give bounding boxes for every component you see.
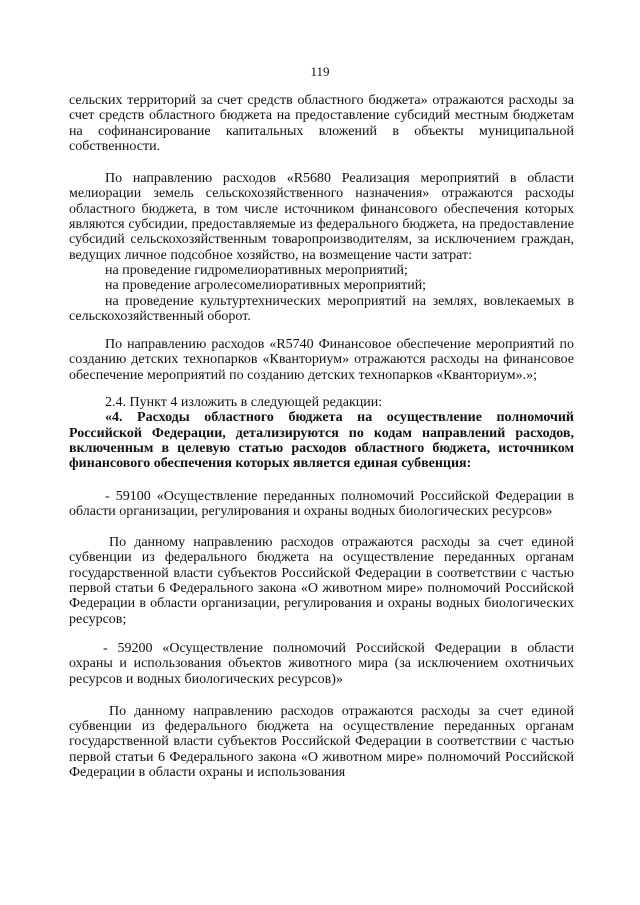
list-item-hydro: на проведение гидромелиоративных мероприятий; — [105, 262, 408, 278]
paragraph-r5680: По направлению расходов «R5680 Реализация мероприятий в области мелиорации земель сельскохозяйственного назначения» отражаются расходы областного бюджета, в том числе источником финансового обеспечения которых являются субсидии, предоставляемые из федерального бюджета, на предоставление субсидий сельскохозяйственным товаропроизводителям, за исключением граждан, ведущих личное подсобное хозяйство, на возмещение части затрат: — [69, 171, 574, 263]
page-number: 119 — [310, 64, 330, 79]
paragraph-item-2-4: 2.4. Пункт 4 изложить в следующей редакции: — [105, 395, 383, 411]
paragraph-59200-description: По данному направлению расходов отражаются расходы за счет единой субвенции из федерального бюджета на осуществление переданных органам государственной власти субъектов Российской Федерации в соответствии с частью первой статьи 6 Федерального закона «О животном мире» полномочий Российской Федерации в области охраны и использования — [69, 703, 574, 780]
paragraph-rural-territories: сельских территорий за счет средств областного бюджета» отражаются расходы за счет средств областного бюджета на предоставление субсидий местным бюджетам на софинансирование капитальных вложений в объекты муниципальной собственности. — [69, 93, 574, 154]
paragraph-section-4-heading: «4. Расходы областного бюджета на осуществление полномочий Российской Федерации, детализируются по кодам направлений расходов, включенным в целевую статью расходов областного бюджета, источником финансового обеспечения которых является единая субвенция: — [69, 410, 574, 472]
document-body — [69, 93, 574, 780]
paragraph-59100-title: - 59100 «Осуществление переданных полномочий Российской Федерации в области организации, регулирования и охраны водных биологических ресурсов» — [69, 488, 574, 519]
list-item-cultural: на проведение культуртехнических мероприятий на землях, вовлекаемых в сельскохозяйственный оборот. — [69, 293, 574, 324]
list-item-agroforest: на проведение агролесомелиоративных мероприятий; — [105, 278, 427, 294]
paragraph-59100-description: По данному направлению расходов отражаются расходы за счет единой субвенции из федерального бюджета на осуществление переданных органам государственной власти субъектов Российской Федерации в соответствии с частью первой статьи 6 Федерального закона «О животном мире» полномочий Российской Федерации в области организации, регулирования и охраны водных биологических ресурсов; — [69, 535, 574, 627]
paragraph-r5740: По направлению расходов «R5740 Финансовое обеспечение мероприятий по созданию детских технопарков «Кванториум» отражаются расходы на финансовое обеспечение мероприятий по созданию детских технопарков «Кванториум».»; — [69, 337, 574, 383]
paragraph-59200-title: - 59200 «Осуществление полномочий Российской Федерации в области охраны и использования объектов животного мира (за исключением охотничьих ресурсов и водных биологических ресурсов)» — [69, 640, 574, 687]
